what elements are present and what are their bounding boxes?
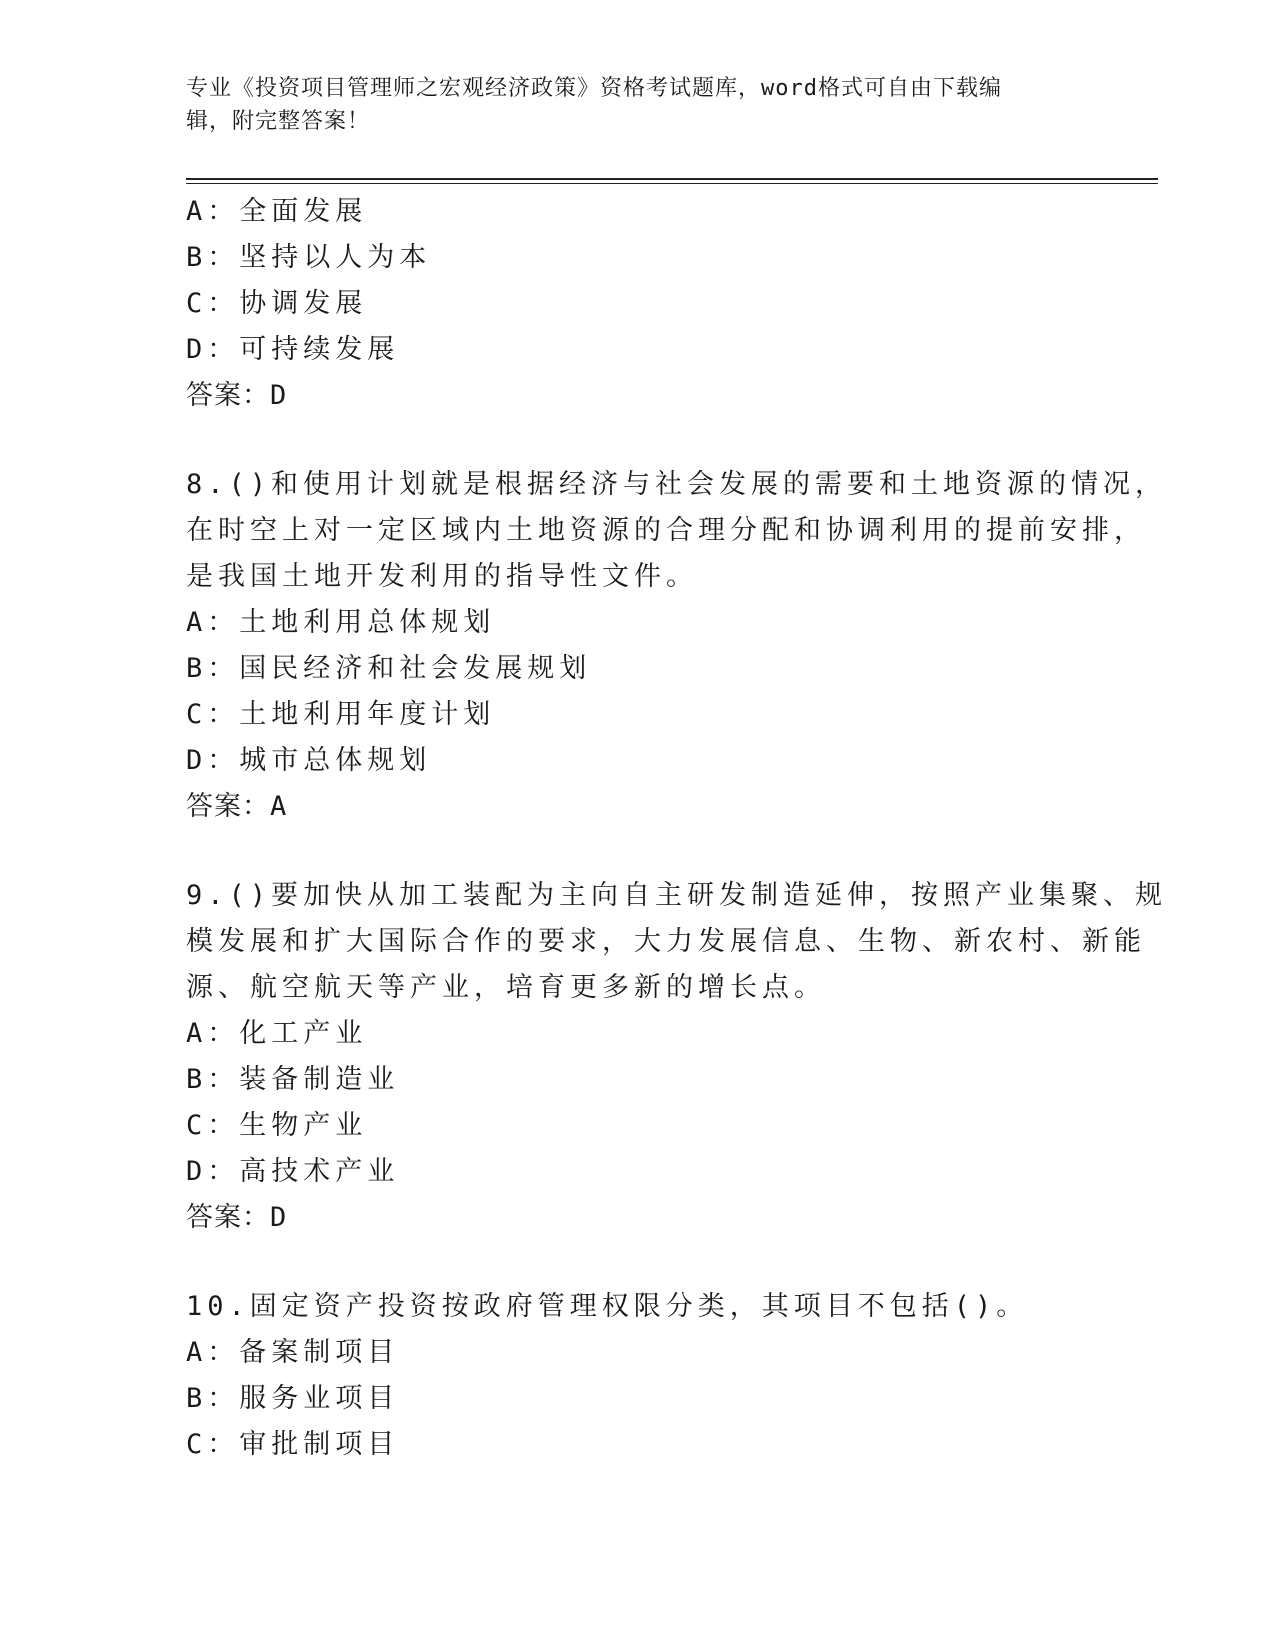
- question-stem-line: 10.固定资产投资按政府管理权限分类，其项目不包括()。: [186, 1291, 1029, 1322]
- answer: 答案：A: [186, 791, 288, 822]
- question-list: [186, 189, 1168, 1468]
- document-header: [186, 72, 1066, 138]
- option-b: B：服务业项目: [186, 1383, 400, 1414]
- question-stem-line: 源、航空航天等产业，培育更多新的增长点。: [186, 972, 826, 1003]
- header-line-1: 专业《投资项目管理师之宏观经济政策》资格考试题库，word格式可自由下载编: [186, 76, 1002, 101]
- option-b: B：装备制造业: [186, 1064, 400, 1095]
- option-c: C：协调发展: [186, 288, 368, 319]
- option-a: A：备案制项目: [186, 1337, 400, 1368]
- option-b: B：国民经济和社会发展规划: [186, 653, 592, 684]
- answer: 答案：D: [186, 1202, 288, 1233]
- question-7: [186, 189, 1086, 419]
- question-8: [186, 462, 1168, 830]
- question-10: [186, 1284, 1086, 1468]
- option-d: D：高技术产业: [186, 1156, 400, 1187]
- answer: 答案：D: [186, 380, 288, 411]
- option-c: C：审批制项目: [186, 1429, 400, 1460]
- question-stem-line: 是我国土地开发利用的指导性文件。: [186, 561, 698, 592]
- option-d: D：可持续发展: [186, 334, 400, 365]
- question-stem-line: 9.()要加快从加工装配为主向自主研发制造延伸，按照产业集聚、规: [186, 880, 1168, 911]
- question-stem-line: 8.()和使用计划就是根据经济与社会发展的需要和土地资源的情况，: [186, 469, 1168, 500]
- option-a: A：土地利用总体规划: [186, 607, 496, 638]
- option-b: B：坚持以人为本: [186, 242, 432, 273]
- option-d: D：城市总体规划: [186, 745, 432, 776]
- question-stem-line: 模发展和扩大国际合作的要求，大力发展信息、生物、新农村、新能: [186, 926, 1146, 957]
- question-stem-line: 在时空上对一定区域内土地资源的合理分配和协调利用的提前安排，: [186, 515, 1146, 546]
- header-divider: [186, 178, 1158, 184]
- question-9: [186, 873, 1168, 1241]
- option-a: A：化工产业: [186, 1018, 368, 1049]
- option-c: C：土地利用年度计划: [186, 699, 496, 730]
- option-c: C：生物产业: [186, 1110, 368, 1141]
- option-a: A：全面发展: [186, 196, 368, 227]
- header-line-2: 辑，附完整答案！: [186, 109, 371, 134]
